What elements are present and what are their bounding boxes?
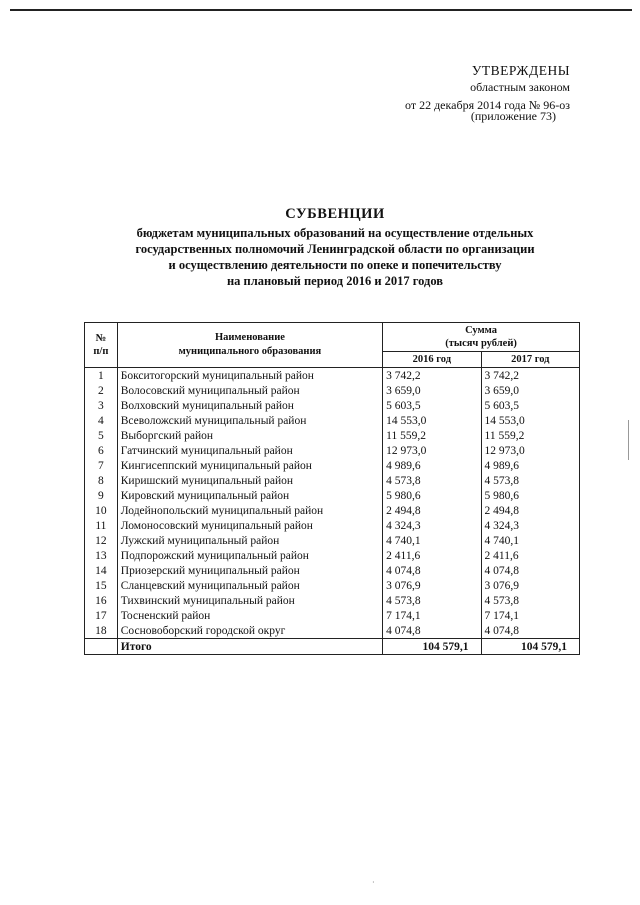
amount-2016: 7 174,1 (383, 608, 481, 623)
amount-2016: 14 553,0 (383, 413, 481, 428)
approval-appendix: (приложение 73) (470, 109, 556, 123)
header-name-line-1: Наименование (214, 332, 285, 343)
scan-dot: · (372, 878, 375, 887)
approval-block (405, 64, 570, 123)
table-row (85, 623, 580, 639)
municipality-name: Киришский муниципальный район (117, 473, 382, 488)
table-row (85, 368, 580, 384)
table-row (85, 398, 580, 413)
header-number (85, 323, 118, 368)
municipality-name: Сланцевский муниципальный район (117, 578, 382, 593)
heading-line-2: государственных полномочий Ленинградской области по организации (135, 242, 535, 256)
table-row (85, 593, 580, 608)
header-name (117, 323, 382, 368)
scan-border-line (10, 9, 632, 11)
amount-2017: 4 573,8 (481, 473, 579, 488)
amount-2017: 4 074,8 (481, 623, 579, 639)
scan-edge-mark (628, 420, 629, 460)
amount-2016: 5 603,5 (383, 398, 481, 413)
municipality-name: Всеволожский муниципальный район (117, 413, 382, 428)
amount-2017: 14 553,0 (481, 413, 579, 428)
total-num-cell (85, 639, 118, 655)
table-row (85, 578, 580, 593)
total-row (85, 639, 580, 655)
amount-2017: 3 659,0 (481, 383, 579, 398)
amount-2016: 12 973,0 (383, 443, 481, 458)
table-header (85, 323, 580, 368)
total-2017: 104 579,1 (481, 639, 579, 655)
amount-2017: 4 740,1 (481, 533, 579, 548)
amount-2016: 11 559,2 (383, 428, 481, 443)
table-row (85, 608, 580, 623)
table-row (85, 488, 580, 503)
table-row (85, 473, 580, 488)
table-row (85, 413, 580, 428)
amount-2016: 2 494,8 (383, 503, 481, 518)
table-row (85, 383, 580, 398)
amount-2016: 2 411,6 (383, 548, 481, 563)
table-row (85, 563, 580, 578)
amount-2016: 4 573,8 (383, 593, 481, 608)
row-number: 1 (85, 368, 118, 384)
header-name-line-2: муниципального образования (178, 346, 322, 357)
municipality-name: Волосовский муниципальный район (117, 383, 382, 398)
total-2016: 104 579,1 (383, 639, 481, 655)
table-row (85, 503, 580, 518)
municipality-name: Выборгский район (117, 428, 382, 443)
row-number: 15 (85, 578, 118, 593)
heading-title: СУБВЕНЦИИ (285, 206, 385, 222)
municipality-name: Волховский муниципальный район (117, 398, 382, 413)
municipality-name: Кингисеппский муниципальный район (117, 458, 382, 473)
amount-2017: 5 980,6 (481, 488, 579, 503)
header-year-2017: 2017 год (481, 352, 579, 368)
heading-line-3: и осуществлению деятельности по опеке и попечительству (168, 258, 502, 272)
header-number-label: п/п (93, 346, 109, 357)
municipality-name: Тосненский район (117, 608, 382, 623)
municipality-name: Ломоносовский муниципальный район (117, 518, 382, 533)
row-number: 9 (85, 488, 118, 503)
table-row (85, 548, 580, 563)
approval-law-label: областным законом (470, 80, 570, 94)
row-number: 10 (85, 503, 118, 518)
amount-2017: 12 973,0 (481, 443, 579, 458)
amount-2016: 3 742,2 (383, 368, 481, 384)
header-sum-line-1: Сумма (465, 325, 498, 336)
municipality-name: Подпорожский муниципальный район (117, 548, 382, 563)
amount-2017: 4 573,8 (481, 593, 579, 608)
table-footer (85, 639, 580, 655)
amount-2016: 4 989,6 (383, 458, 481, 473)
approval-law-date: от 22 декабря 2014 года № 96-оз (404, 98, 570, 112)
header-sum (383, 323, 580, 352)
total-label: Итого (117, 639, 382, 655)
municipality-name: Приозерский муниципальный район (117, 563, 382, 578)
amount-2016: 4 074,8 (383, 563, 481, 578)
amount-2017: 7 174,1 (481, 608, 579, 623)
heading-line-4: на плановый период 2016 и 2017 годов (226, 274, 444, 288)
table-row (85, 443, 580, 458)
row-number: 14 (85, 563, 118, 578)
municipality-name: Лужский муниципальный район (117, 533, 382, 548)
approval-title: УТВЕРЖДЕНЫ (471, 63, 570, 78)
row-number: 6 (85, 443, 118, 458)
row-number: 18 (85, 623, 118, 639)
municipality-name: Бокситогорский муниципальный район (117, 368, 382, 384)
amount-2016: 4 573,8 (383, 473, 481, 488)
subsidies-table (84, 322, 580, 655)
row-number: 7 (85, 458, 118, 473)
amount-2017: 11 559,2 (481, 428, 579, 443)
table-row (85, 458, 580, 473)
amount-2017: 4 324,3 (481, 518, 579, 533)
table-row (85, 533, 580, 548)
row-number: 8 (85, 473, 118, 488)
header-sum-line-2: (тысяч рублей) (445, 338, 517, 349)
heading-line-1: бюджетам муниципальных образований на осуществление отдельных (136, 226, 534, 240)
amount-2016: 5 980,6 (383, 488, 481, 503)
row-number: 11 (85, 518, 118, 533)
amount-2016: 4 074,8 (383, 623, 481, 639)
amount-2017: 2 411,6 (481, 548, 579, 563)
amount-2017: 3 076,9 (481, 578, 579, 593)
row-number: 5 (85, 428, 118, 443)
row-number: 16 (85, 593, 118, 608)
amount-2016: 3 659,0 (383, 383, 481, 398)
amount-2016: 4 740,1 (383, 533, 481, 548)
municipality-name: Тихвинский муниципальный район (117, 593, 382, 608)
row-number: 2 (85, 383, 118, 398)
amount-2017: 2 494,8 (481, 503, 579, 518)
table-row (85, 518, 580, 533)
amount-2017: 5 603,5 (481, 398, 579, 413)
municipality-name: Кировский муниципальный район (117, 488, 382, 503)
document-heading (90, 206, 580, 289)
amount-2017: 4 074,8 (481, 563, 579, 578)
table-row (85, 428, 580, 443)
row-number: 12 (85, 533, 118, 548)
header-number-sign: № (95, 333, 107, 344)
header-year-2016: 2016 год (383, 352, 481, 368)
amount-2017: 4 989,6 (481, 458, 579, 473)
municipality-name: Лодейнопольский муниципальный район (117, 503, 382, 518)
municipality-name: Сосновоборский городской округ (117, 623, 382, 639)
municipality-name: Гатчинский муниципальный район (117, 443, 382, 458)
amount-2017: 3 742,2 (481, 368, 579, 384)
amount-2016: 3 076,9 (383, 578, 481, 593)
row-number: 13 (85, 548, 118, 563)
row-number: 4 (85, 413, 118, 428)
table-body (85, 368, 580, 639)
row-number: 3 (85, 398, 118, 413)
amount-2016: 4 324,3 (383, 518, 481, 533)
row-number: 17 (85, 608, 118, 623)
